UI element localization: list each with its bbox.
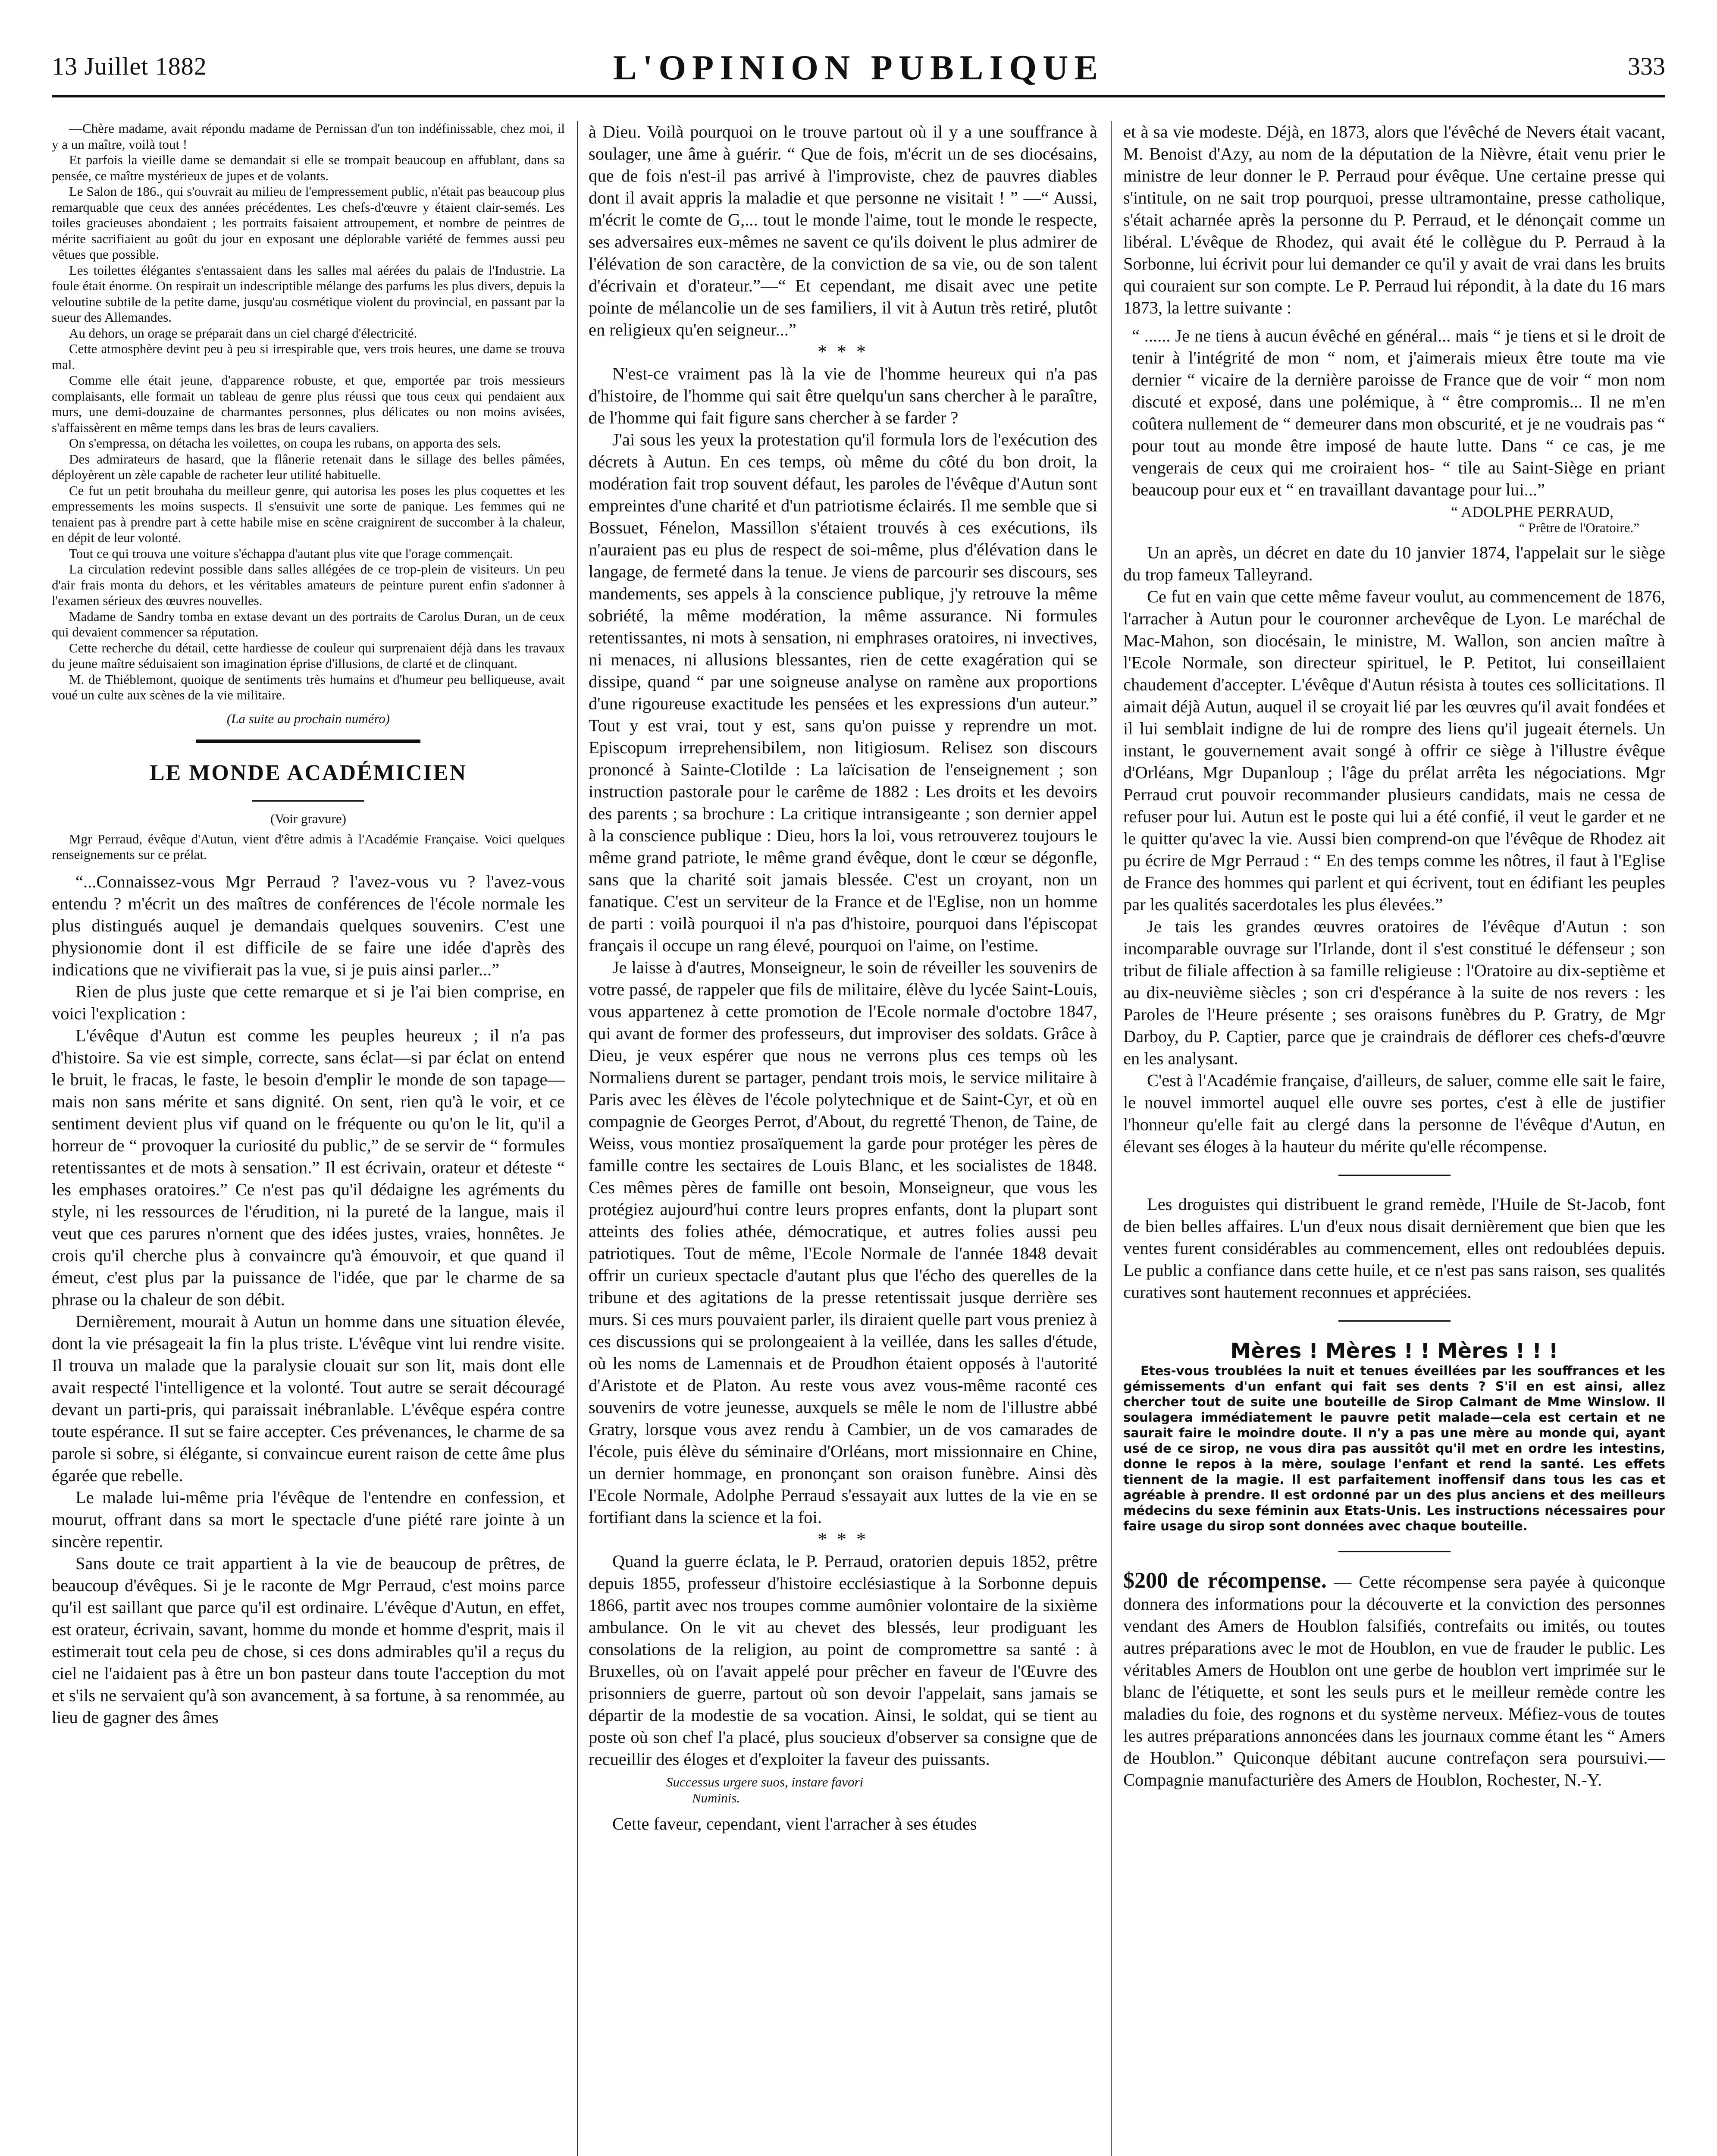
paragraph: Cette atmosphère devint peu à peu si irrespirable que, vers trois heures, une dame se trouva mal.	[52, 341, 565, 372]
paragraph: Un an après, un décret en date du 10 janvier 1874, l'appelait sur le siège du trop fameux Talleyrand.	[1123, 543, 1665, 584]
paragraph: Comme elle était jeune, d'apparence robuste, et que, emportée par trois messieurs complaisants, elle formait un tableau de genre plus réussi que tous ceux qui pendaient aux murs, une demi-douzaine de charmantes personnes, plus délicates ou non moins avisées, s'affaissèrent en même temps dans les bras de leurs cavaliers.	[52, 373, 565, 435]
advertisement-houblon	[1123, 1570, 1665, 1791]
section-stars: * * *	[818, 1529, 868, 1550]
page-header	[52, 47, 1665, 97]
ad-text: Etes-vous troublées la nuit et tenues éveillées par les souffrances et les gémissements d'un enfant qui fait ses dents ? S'il en est ainsi, allez chercher tout de suite une bouteille de Sirop Calmant de Mme Winslow. Il soulagera immédiatement le pauvre petit malade—cela est certain et ne saurait faire le moindre doute. Il n'y a pas une mère au monde qui, ayant usé de ce sirop, ne vous dira pas aussitôt qu'il met en ordre les intestins, donne le repos à la mère, soulage l'enfant et rend la santé. Les effets tiennent de la magie. Il est parfaitement inoffensif dans tous les cas et agréable à prendre. Il est ordonné par un des plus anciens et des meilleurs médecins du sexe féminin aux Etats-Unis. Les instructions nécessaires pour faire usage du sirop sont données avec chaque bouteille.	[1123, 1363, 1665, 1533]
letter-quote	[1123, 325, 1665, 536]
ad-title: Mères ! Mères ! ! Mères ! ! !	[1230, 1339, 1558, 1363]
paragraph: Tout ce qui trouva une voiture s'échappa d'autant plus vite que l'orage commençait.	[69, 545, 513, 561]
ad-lead: $200 de récompense.	[1123, 1568, 1327, 1593]
paragraph: Au dehors, un orage se préparait dans un ciel chargé d'électricité.	[69, 325, 417, 341]
paragraph: à Dieu. Voilà pourquoi on le trouve partout où il y a une souffrance à soulager, une âme à guérir. “ Que de fois, m'écrit un de ses diocésains, que de fois n'est-il pas arrivé à l'improviste, chez de pauvres diables dont il avait appris la maladie et que personne ne visitait ! ” —“ Aussi, m'écrit le comte de G,... tout le monde l'aime, tout le monde le respecte, ses adversaires eux-mêmes ne savent ce qu'ils doivent le plus admirer de l'élévation de son caractère, de la conviction de sa vie, ou de son talent d'écrivain et d'orateur.”—“ Et cependant, me disait avec une petite pointe de mélancolie un de ses familiers, il vit à Autun très retiré, plutôt en religieux qu'en seigneur...”	[589, 122, 1097, 339]
paragraph: Je laisse à d'autres, Monseigneur, le soin de réveiller les souvenirs de votre passé, de rappeler que fils de militaire, élève du lycée Saint-Louis, vous appartenez à cette promotion de l'Ecole normale d'octobre 1847, qui avant de former des professeurs, dut improviser des soldats. Grâce à Dieu, je veux espérer que nous ne verrons plus ces temps où les Normaliens durent se partager, pendant trois mois, le service militaire à Paris avec les élèves de l'école polytechnique et de Saint-Cyr, et où en compagnie de Georges Perrot, d'About, du regretté Thenon, de Taine, de Weiss, vous montiez prosaïquement la garde pour protéger les pères de famille contre les sectaires de Louis Blanc, et les socialistes de 1848. Ces mêmes pères de famille ont besoin, Monseigneur, que vous les protégiez aujourd'hui contre leurs propres enfants, dont la plupart sont atteints des folies athée, démocratique, et autres folies aussi peu patriotiques. Tout de même, l'Ecole Normale de l'année 1848 devait offrir un curieux spectacle d'autant plus que l'écho des querelles de la tribune et des agitations de la presse retentissait jusque derrière ses murs. Si ces murs pouvaient parler, ils diraient quelle part vous preniez à ces discussions qui se prolongeaient à la veillée, dans les salles d'étude, où les noms de Lamennais et de Proudhon étaient opposés à l'autorité d'Aristote et de Platon. Au reste vous avez vous-même raconté ces souvenirs de votre jeunesse, auxquels se mêle le nom de l'illustre abbé Gratry, lorsque vous avez rendu à Cambier, un de vos camarades de l'école, puis élève du séminaire d'Orléans, mort missionnaire en Chine, un dernier hommage, en prononçant son oraison funèbre. Ainsi dès l'Ecole Normale, Adolphe Perraud s'essayait aux luttes de la vie en se fortifiant dans la science et la foi.	[589, 958, 1097, 1527]
masthead-title: L'OPINION PUBLIQUE	[613, 48, 1104, 87]
ad-divider	[1338, 1320, 1451, 1322]
paragraph: N'est-ce vraiment pas là la vie de l'homme heureux qui n'a pas d'histoire, de l'homme qui sait être quelqu'un sans chercher à le paraître, de l'homme qui fait figure sans chercher à se farder ?	[589, 364, 1097, 427]
column-divider	[577, 121, 578, 2156]
section-rule	[196, 740, 420, 743]
paragraph: Le malade lui-même pria l'évêque de l'entendre en confession, et mourut, offrant dans sa mort le spectacle d'une piété rare jointe à un sincère repentir.	[52, 1487, 565, 1551]
paragraph: La circulation redevint possible dans salles allégées de ce trop-plein de visiteurs. Un peu d'air frais monta du dehors, et les véritables amateurs de peinture purent enfin s'adonner à l'examen sérieux des œuvres nouvelles.	[52, 561, 565, 608]
paragraph: C'est à l'Académie française, d'ailleurs, de saluer, comme elle sait le faire, le nouvel immortel auquel elle ouvre ses portes, c'est à elle de justifier l'honneur qu'elle fait au clergé dans la personne de l'évêque d'Autun, en élevant ses éloges à la hauteur du mérite qu'elle récompense.	[1123, 1071, 1665, 1156]
latin-quote-line: Successus urgere suos, instare favori	[666, 1774, 864, 1789]
column-2	[589, 121, 1097, 2156]
paragraph: Dernièrement, mourait à Autun un homme dans une situation élevée, dont la vie présageait la fin la plus triste. L'évêque vint lui rendre visite. Il trouva un malade que la paralysie clouait sur son lit, mais dont elle avait respecté l'intelligence et la volonté. Tout autre se serait découragé devant un parti-pris, qui paraissait inébranlable. L'évêque espéra contre toute espérance. Il sut se faire accepter. Ces prévenances, le charme de sa parole si sobre, si élégante, si convaincue eurent raison de cette âme plus égarée que rebelle.	[52, 1311, 565, 1485]
ad-text: Les droguistes qui distribuent le grand remède, l'Huile de St-Jacob, font de bien belles affaires. L'un d'eux nous disait dernièrement que bien que les ventes furent considérables au commencement, elles ont redoublées depuis. Le public a confiance dans cette huile, et ce n'est pas sans raison, ses qualités curatives sont hautement reconnues et appréciées.	[1123, 1194, 1665, 1302]
paragraph: Je tais les grandes œuvres oratoires de l'évêque d'Autun : son incomparable ouvrage sur l'Irlande, dont il s'est constitué le défenseur ; son tribut de filiale affection à sa famille religieuse : l'Oratoire au dix-septième et au dix-neuvième siècles ; son cri d'espérance à la suite de nos revers : les Paroles de l'Heure présente ; ses oraisons funèbres du P. Gratry, de Mgr Darboy, du P. Captier, parce que je craindrais de déflorer ces chefs-d'œuvre en les analysant.	[1123, 917, 1665, 1068]
paragraph: Des admirateurs de hasard, que la flânerie retenait dans le sillage des belles pâmées, déployèrent un zèle capable de racheter leur utilité habituelle.	[52, 451, 565, 482]
article-body	[589, 121, 1097, 1835]
continued-note: (La suite au prochain numéro)	[226, 711, 390, 726]
paragraph: J'ai sous les yeux la protestation qu'il formula lors de l'exécution des décrets à Autun. En ces temps, où même du côté du bon droit, la modération fait trop souvent défaut, les paroles de l'évêque d'Autun sont empreintes d'une charité et d'un patriotisme éclairés. Il me semble que si Bossuet, Fénelon, Massillon s'étaient trouvés à ces exécutions, ils n'auraient pas eu plus de respect de soi-même, plus d'élévation dans le langage, de fermeté dans la tenue. Je viens de parcourir ses discours, ses mandements, ses appels à la conscience publique, j'y retrouve la même sobriété, la même modération, la même assurance. Ni formules retentissantes, ni mots à sensation, ni emphrases oratoires, ni invectives, ni menaces, ni allusions blessantes, rien de cette exagération qui se dissipe, quand “ par une soigneuse analyse on ramène aux proportions d'une rigoureuse exactitude les pensées et les expressions d'un auteur.” Tout y est vrai, tout y est, sans qu'on puisse y reprendre un mot. Episcopum irreprehensibilem, non litigiosum. Relisez son discours prononcé à Sainte-Clotilde : La laïcisation de l'enseignement ; son instruction pastorale pour le carême de 1882 : Les droits et les devoirs des parents ; sa brochure : La critique intransigeante ; son dernier appel à la conscience publique : Dieu, hors la loi, vous retrouverez toujours le même grand patriote, le même grand évêque, dont le cœur se dégonfle, sans que la charité soit jamais blessée. C'est un croyant, non un fanatique. C'est un serviteur de la France et de l'Eglise, non un homme de parti : voilà pourquoi il n'a pas d'histoire, pourquoi dans l'épiscopat français il occupe un rang élevé, pourquoi on l'aime, on l'estime.	[589, 430, 1097, 955]
article-body	[1123, 121, 1665, 319]
paragraph: Et parfois la vieille dame se demandait si elle se trompait beaucoup en affublant, dans sa pensée, ce maître mystérieux de jupes et de volants.	[52, 152, 565, 183]
paragraph: Les toilettes élégantes s'entassaient dans les salles mal aérées du palais de l'Industrie. La foule était énorme. On respirait un indescriptible mélange des parfums les plus divers, depuis la veloutine subtile de la petite dame, jusqu'au cosmétique violent du provincial, en passant par la sueur des Allemandes.	[52, 262, 565, 325]
page-number: 333	[1628, 52, 1665, 80]
paragraph: Ce fut en vain que cette même faveur voulut, au commencement de 1876, l'arracher à Autun pour le couronner archevêque de Lyon. Le maréchal de Mac-Mahon, son diocésain, le ministre, M. Wallon, son ancien maître à l'Ecole Normale, son directeur spirituel, le P. Petitot, lui conseillaient chaudement d'accepter. L'évêque d'Autun résista à toutes ces sollicitations. Il aimait déjà Autun, auquel il se croyait lié par les œuvres qu'il avait fondées et il lui semblait indigne de lui de rompre des liens qu'il jugeait éternels. Un instant, le gouvernement avait songé à offrir ce siège à l'illustre évêque d'Orléans, Mgr Dupanloup ; l'âge du prélat arrêta les négociations. Mgr Perraud crut pouvoir recommander plusieurs candidats, mais ne cessa de refuser pour lui. Autun est le poste qui lui a été confié, il veut le garder et ne le quitter qu'avec la vie. Aussi bien comprend-on que l'évêque de Rhodez ait pu écrire de Mgr Perraud : “ En des temps comme les nôtres, il faut à l'Eglise de France des hommes qui parlent et qui écrivent, tout en édifiant les peuples par les qualités sacerdotales les plus élevées.”	[1123, 587, 1665, 914]
paragraph: Ce fut un petit brouhaha du meilleur genre, qui autorisa les poses les plus coquettes et les empressements les moins suspects. Il s'ensuivit une sorte de panique. Les femmes qui ne tenaient pas à prendre part à cette habile mise en scène craignirent de succomber à la chaleur, en dépit de leur volonté.	[52, 483, 565, 545]
paragraph: Le Salon de 186., qui s'ouvrait au milieu de l'empressement public, n'était pas beaucoup plus remarquable que ceux des années précédentes. Les chefs-d'œuvre y étaient clair-semés. Les toiles gracieuses abondaient ; les portraits faisaient attroupement, et nombre de peintres de mérite sacrifiaient au goût du jour en exposant une déplorable variété de femmes aussi peu vêtues que possible.	[52, 184, 565, 262]
letter-signature-title: “ Prêtre de l'Oratoire.”	[1519, 520, 1639, 535]
ad-text: — Cette récompense sera payée à quiconque donnera des informations pour la découverte et la conviction des personnes vendant des Amers de Houblon falsifiés, contrefaits ou imités, ou toutes autres préparations avec le mot de Houblon, en vue de frauder le public. Les véritables Amers de Houblon ont une gerbe de houblon vert imprimée sur le blanc de l'étiquette, et sont les seuls purs et le meilleur remède contre les maladies du foie, des rognons et du système nerveux. Méfiez-vous de toutes les autres préparations annoncées dans les journaux comme étant les “ Amers de Houblon.” Quiconque débitant aucune contrefaçon sera poursuivi.—Compagnie manufacturière des Amers de Houblon, Rochester, N.-Y.	[1123, 1572, 1665, 1789]
paragraph: L'évêque d'Autun est comme les peuples heureux ; il n'a pas d'histoire. Sa vie est simple, correcte, sans éclat—si par éclat on entend le bruit, le fracas, le faste, le besoin d'emplir le monde de son tapage—mais non sans mérite et sans dignité. On sent, rien qu'à le voir, et ce sentiment devient plus vif quand on le fréquente ou qu'on le lit, qu'il a horreur de “ provoquer la curiosité du public,” de se servir de “ formules retentissantes et de mots à sensation.” Il est écrivain, orateur et déteste “ les emphases oratoires.” Ce n'est pas qu'il dédaigne les agréments du style, ni les ressources de l'érudition, ni la pureté de la langue, mais il veut que ces parures n'ornent que des idées justes, vraies, honnêtes. Je crois qu'il cherche plus à convaincre qu'à émouvoir, et que quand il émeut, c'est plus par la puissance de l'idée, que par le charme de sa phrase ou la chaleur de son débit.	[52, 1025, 565, 1309]
paragraph: Sans doute ce trait appartient à la vie de beaucoup de prêtres, de beaucoup d'évêques. Si je le raconte de Mgr Perraud, c'est moins parce qu'il est saillant que parce qu'il est ordinaire. L'évêque d'Autun, en effet, est orateur, écrivain, savant, homme du monde et homme d'esprit, mais il estimerait tout cela peu de chose, si ces dons admirables qu'il a reçus du ciel ne l'aidaient pas à être un bon pasteur dans toute l'acception du mot et s'ils ne servaient qu'à son avancement, à sa fortune, à sa renommée, au lieu de gagner des âmes	[52, 1553, 565, 1727]
quoted-letter: “ ...... Je ne tiens à aucun évêché en général... mais “ je tiens et si le droit de tenir à l'intégrité de mon “ nom, et j'aimerais mieux être toute ma vie dernier “ vicaire de la dernière paroisse de France que de voir “ mon nom discuté et exposé, dans une polémique, à “ être compromis... Il ne m'en coûtera nullement de “ demeurer dans mon obscurité, et je ne voudrais pas “ pour tout au monde être imposé de haute lutte. Dans “ ce cas, je me vengerais de ceux qui me croiraient hos- “ tile au Saint-Siège en priant beaucoup pour eux et “ en travaillant davantage pour lui...”	[1132, 326, 1665, 499]
article-intro: Mgr Perraud, évêque d'Autun, vient d'être admis à l'Académie Française. Voici quelques renseignements sur ce prélat.	[52, 831, 565, 862]
latin-quote-line: Numinis.	[692, 1790, 740, 1805]
paragraph: “...Connaissez-vous Mgr Perraud ? l'avez-vous vu ? l'avez-vous entendu ? m'écrit un des maîtres de conférences de l'école normale les plus distingués auquel je demandais quelques souvenirs. C'est une physionomie dont il est difficile de se faire une idée d'après des indications que ne vivifierait pas la vue, si je puis ainsi parler...”	[52, 871, 565, 979]
column-1	[52, 121, 565, 2156]
paragraph: Cette faveur, cependant, vient l'arracher à ses études	[612, 1814, 977, 1833]
paragraph: Cette recherche du détail, cette hardiesse de couleur qui surprenaient déjà dans les travaux du jeune maître séduisaient son imagination éprise d'illusions, de clarté et de clinquant.	[52, 640, 565, 671]
paragraph: Rien de plus juste que cette remarque et si je l'ai bien comprise, en voici l'explication :	[52, 981, 565, 1023]
paragraph: —Chère madame, avait répondu madame de Pernissan d'un ton indéfinissable, chez moi, il y a un maître, voilà tout !	[52, 121, 565, 152]
issue-date: 13 Juillet 1882	[52, 52, 207, 80]
section-title: LE MONDE ACADÉMICIEN	[149, 761, 467, 785]
ad-divider	[1338, 1175, 1451, 1176]
advertisement-huile	[1123, 1193, 1665, 1303]
section-rule	[252, 800, 364, 802]
ad-divider	[1338, 1551, 1451, 1552]
advertisement-sirop	[1123, 1339, 1665, 1534]
see-engraving-note: (Voir gravure)	[270, 811, 346, 826]
paragraph: Madame de Sandry tomba en extase devant un des portraits de Carolus Duran, un de ceux qui devaient commencer sa réputation.	[52, 608, 565, 639]
column-divider	[1111, 121, 1112, 2156]
paragraph: et à sa vie modeste. Déjà, en 1873, alors que l'évêché de Nevers était vacant, M. Benoist d'Azy, au nom de la députation de la Nièvre, était venu prier le ministre de leur donner le P. Perraud pour évêque. Une certaine presse qui s'intitule, on ne sait trop pourquoi, presse ultramontaine, presse catholique, s'était acharnée après la personne du P. Perraud, et le dénonçait comme un libéral. L'évêque de Rhodez, qui avait été le collègue du P. Perraud à la Sorbonne, lui écrivit pour lui demander ce qu'il y avait de vrai dans les bruits qui couraient sur son compte. Le P. Perraud lui répondit, à la date du 16 mars 1873, la lettre suivante :	[1123, 122, 1665, 317]
paragraph: M. de Thiéblemont, quoique de sentiments très humains et d'humeur peu belliqueuse, avait voué un culte aux scènes de la vie militaire.	[52, 671, 565, 702]
feuilleton	[52, 121, 565, 727]
section-stars: * * *	[818, 341, 868, 362]
column-3	[1123, 121, 1665, 2156]
article-body	[1123, 542, 1665, 1157]
paragraph: On s'empressa, on détacha les voilettes, on coupa les rubans, on apporta des sels.	[69, 436, 501, 451]
article-intro-block	[52, 811, 565, 863]
paragraph: Quand la guerre éclata, le P. Perraud, oratorien depuis 1852, prêtre depuis 1855, professeur d'histoire ecclésiastique à la Sorbonne depuis 1866, partit avec nos troupes comme aumônier volontaire de la sixième ambulance. On le vit au chevet des blessés, leur prodiguant les consolations de la religion, au point de compromettre sa santé : à Bruxelles, où on l'avait appelé pour prêcher en faveur de l'Œuvre des prisonniers de guerre, partout où son devoir l'appelait, sans jamais se départir de la modestie de sa vocation. Ainsi, le soldat, qui se tient au poste où son chef l'a placé, plus soucieux d'observer sa consigne que de recueillir des éloges et d'exploiter la faveur des puissants.	[589, 1551, 1097, 1769]
article-body	[52, 871, 565, 1728]
letter-signature: “ ADOLPHE PERRAUD,	[1451, 503, 1614, 520]
